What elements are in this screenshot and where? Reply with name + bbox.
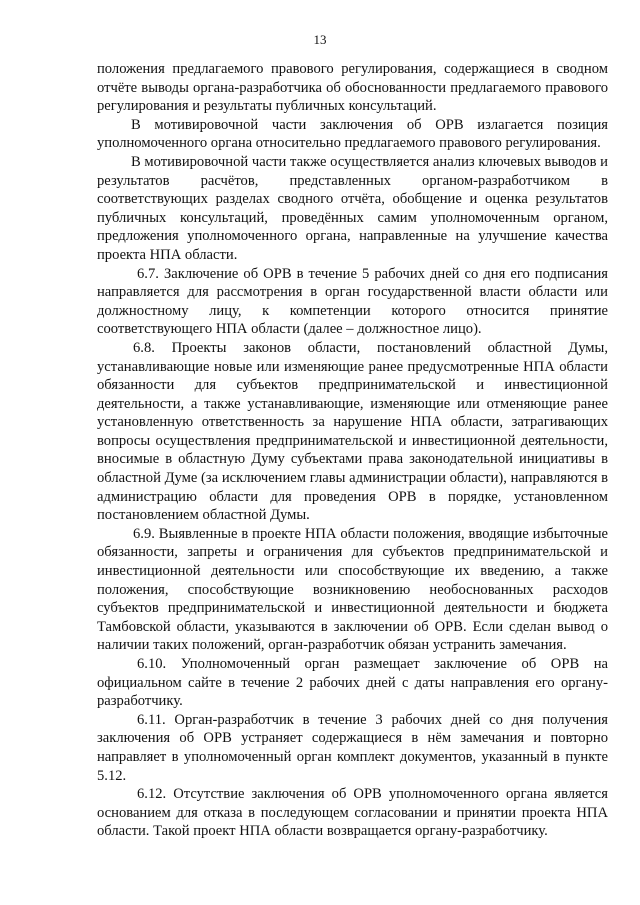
paragraph-6-12: 6.12. Отсутствие заключения об ОРВ уполномоченного органа является основанием для отказа в последующем согласовании и принятии проекта НПА области. Такой проект НПА области возвращается органу-разработчику. (97, 786, 608, 840)
document-body (97, 60, 608, 841)
paragraph-6-9: 6.9. Выявленные в проекте НПА области положения, вводящие избыточные обязанности, запреты и ограничения для субъектов предпринимательской и инвестиционной деятельности или способствующие их введению, а также положения, способствующие возникновению необоснованных расходов субъектов предпринимательской и инвестиционной деятельности и бюджета Тамбовской области, указываются в заключении об ОРВ. Если сделан вывод о наличии таких положений, орган-разработчик обязан устранить замечания. (97, 525, 608, 654)
paragraph-6-10: 6.10. Уполномоченный орган размещает заключение об ОРВ на официальном сайте в течение 2 рабочих дней с даты направления его органу-разработчику. (97, 656, 608, 710)
paragraph-continuation: положения предлагаемого правового регулирования, содержащиеся в сводном отчёте выводы органа-разработчика об обоснованности предлагаемого правового регулирования и результаты публичных консультаций. (97, 61, 608, 115)
paragraph-6-11: 6.11. Орган-разработчик в течение 3 рабочих дней со дня получения заключения об ОРВ устраняет содержащиеся в нём замечания и повторно направляет в уполномоченный орган комплект документов, указанный в пункте 5.12. (97, 711, 608, 784)
paragraph-6-7: 6.7. Заключение об ОРВ в течение 5 рабочих дней со дня его подписания направляется для рассмотрения в орган государственной власти области или должностному лицу, к компетенции которого относится принятие соответствующего НПА области (далее – должностное лицо). (97, 265, 608, 338)
paragraph-6-8: 6.8. Проекты законов области, постановлений областной Думы, устанавливающие новые или изменяющие ранее предусмотренные НПА области обязанности для субъектов предпринимательской и инвестиционной деятельности, а также устанавливающие, изменяющие или отменяющие ранее установленную ответственность за нарушение НПА области, затрагивающих вопросы осуществления предпринимательской и инвестиционной деятельности, вносимые в областную Думу субъектами права законодательной инициативы в областной Думе (за исключением главы администрации области), направляются в администрацию области для проведения ОРВ в порядке, установленном постановлением областной Думы. (97, 339, 608, 524)
page-number: 13 (313, 32, 327, 47)
paragraph-motivation-position: В мотивировочной части заключения об ОРВ излагается позиция уполномоченного органа относительно предлагаемого правового регулирования. (97, 116, 608, 152)
paragraph-motivation-analysis: В мотивировочной части также осуществляется анализ ключевых выводов и результатов расчётов, представленных органом-разработчиком в соответствующих разделах сводного отчёта, обобщение и оценка результатов публичных консультаций, проведённых самим уполномоченным органом, предложения уполномоченного органа, направленные на улучшение качества проекта НПА области. (97, 153, 608, 263)
